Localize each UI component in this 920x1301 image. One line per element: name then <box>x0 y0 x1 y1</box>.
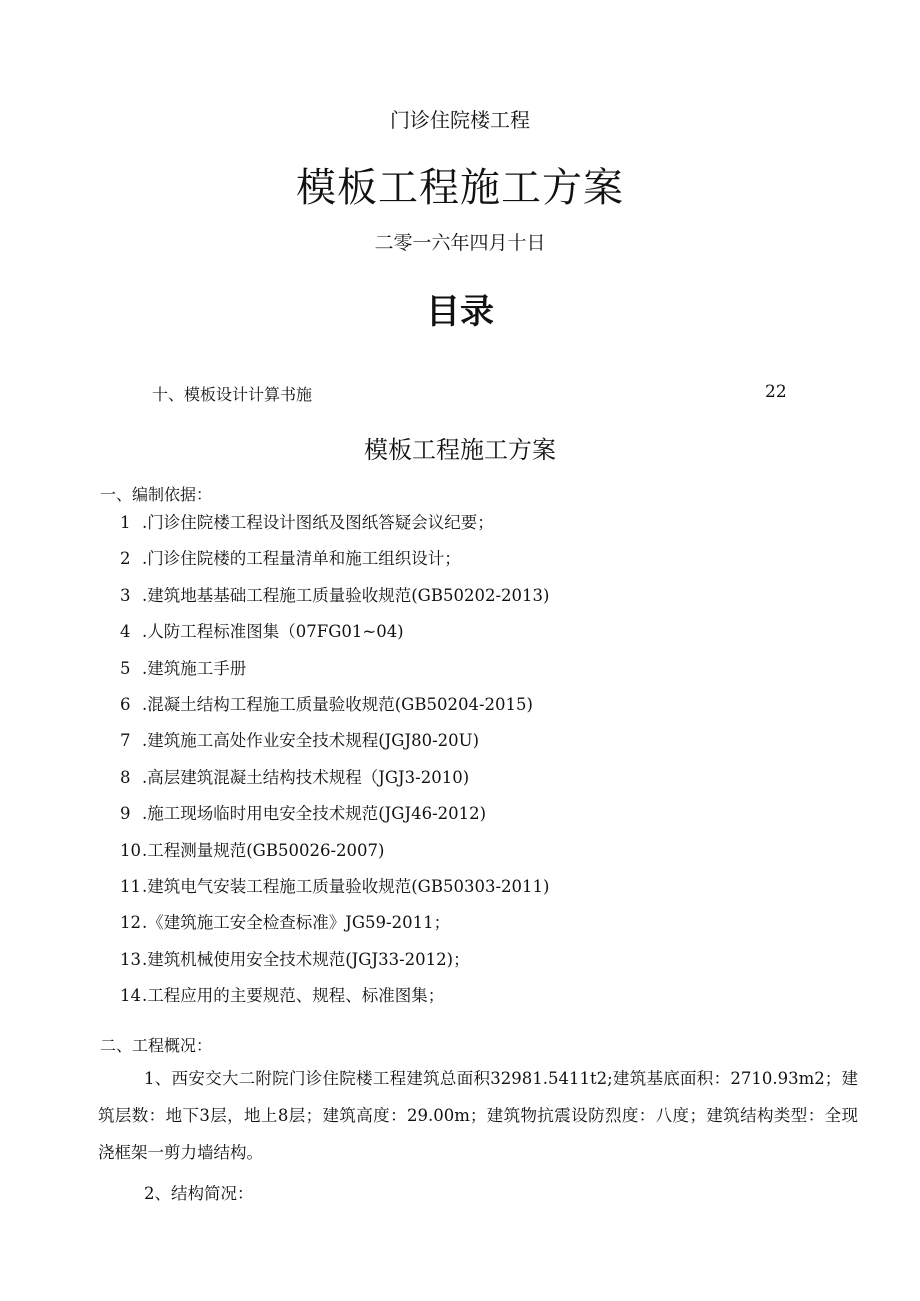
list-item-text: .高层建筑混凝土结构技术规程（JGJ3-2010) <box>142 767 470 787</box>
basis-list <box>120 510 549 1019</box>
list-item-number: 8 <box>120 767 131 787</box>
list-item-text: .人防工程标准图集（07FG01~04) <box>142 622 404 642</box>
section-heading-basis: 一、编制依据： <box>100 485 213 504</box>
list-item <box>120 510 549 546</box>
list-item-number: 2 <box>120 549 131 569</box>
list-item-text: .建筑施工手册 <box>142 658 247 678</box>
list-item <box>120 583 549 619</box>
list-item-number: 6 <box>120 694 131 714</box>
overview-paragraph: 1、西安交大二附院门诊住院楼工程建筑总面积32981.5411t2;建筑基底面积：2710.93m2；建筑层数：地下3层，地上8层；建筑高度：29.00m；建筑物抗震设防烈度：八度；建筑结构类型：全现浇框架一剪力墙结构。 <box>98 1069 858 1162</box>
list-item <box>120 692 549 728</box>
list-item-text: .工程测量规范(GB50026-2007) <box>142 840 385 860</box>
list-item-text: .混凝土结构工程施工质量验收规范(GB50204-2015) <box>142 694 533 714</box>
list-item-text: .施工现场临时用电安全技术规范(JGJ46-2012) <box>142 804 487 824</box>
list-item <box>120 983 549 1019</box>
section-heading-overview: 二、工程概况： <box>100 1036 213 1055</box>
structure-subheading: 2、结构简况： <box>144 1184 254 1203</box>
list-item-text: .《建筑施工安全检查标准》JG59-2011； <box>142 913 451 933</box>
list-item-number: 7 <box>120 731 131 751</box>
document-date: 二零一六年四月十日 <box>374 232 546 254</box>
list-item <box>120 765 549 801</box>
body-title: 模板工程施工方案 <box>364 436 556 464</box>
list-item-text: .建筑机械使用安全技术规范(JGJ33-2012)； <box>142 949 470 969</box>
list-item-number: 14 <box>120 986 141 1006</box>
list-item-text: .建筑施工高处作业安全技术规程(JGJ80-20U) <box>142 731 480 751</box>
list-item-number: 9 <box>120 804 131 824</box>
list-item-text: .建筑地基基础工程施工质量验收规范(GB50202-2013) <box>142 585 550 605</box>
list-item-text: .建筑电气安装工程施工质量验收规范(GB50303-2011) <box>142 876 550 896</box>
project-name: 门诊住院楼工程 <box>390 108 530 132</box>
toc-heading: 目录 <box>426 292 494 332</box>
list-item-text: .工程应用的主要规范、规程、标准图集； <box>142 986 445 1006</box>
list-item <box>120 947 549 983</box>
toc-entry-label[interactable]: 十、模板设计计算书施 <box>152 385 313 404</box>
list-item-number: 5 <box>120 658 131 678</box>
list-item-number: 12 <box>120 913 141 933</box>
list-item-text: .门诊住院楼的工程量清单和施工组织设计； <box>142 549 461 569</box>
list-item <box>120 801 549 837</box>
list-item-number: 3 <box>120 585 131 605</box>
list-item-number: 10 <box>120 840 141 860</box>
list-item-number: 11 <box>120 876 141 896</box>
list-item <box>120 838 549 874</box>
list-item <box>120 656 549 692</box>
document-title: 模板工程施工方案 <box>296 165 624 211</box>
list-item <box>120 728 549 764</box>
list-item <box>120 546 549 582</box>
list-item-number: 13 <box>120 949 141 969</box>
list-item <box>120 619 549 655</box>
list-item-number: 4 <box>120 622 131 642</box>
toc-entry-page-number: 22 <box>765 382 787 402</box>
list-item-text: .门诊住院楼工程设计图纸及图纸答疑会议纪要； <box>142 513 494 532</box>
list-item <box>120 910 549 946</box>
list-item <box>120 874 549 910</box>
list-item-number: 1 <box>120 513 131 532</box>
